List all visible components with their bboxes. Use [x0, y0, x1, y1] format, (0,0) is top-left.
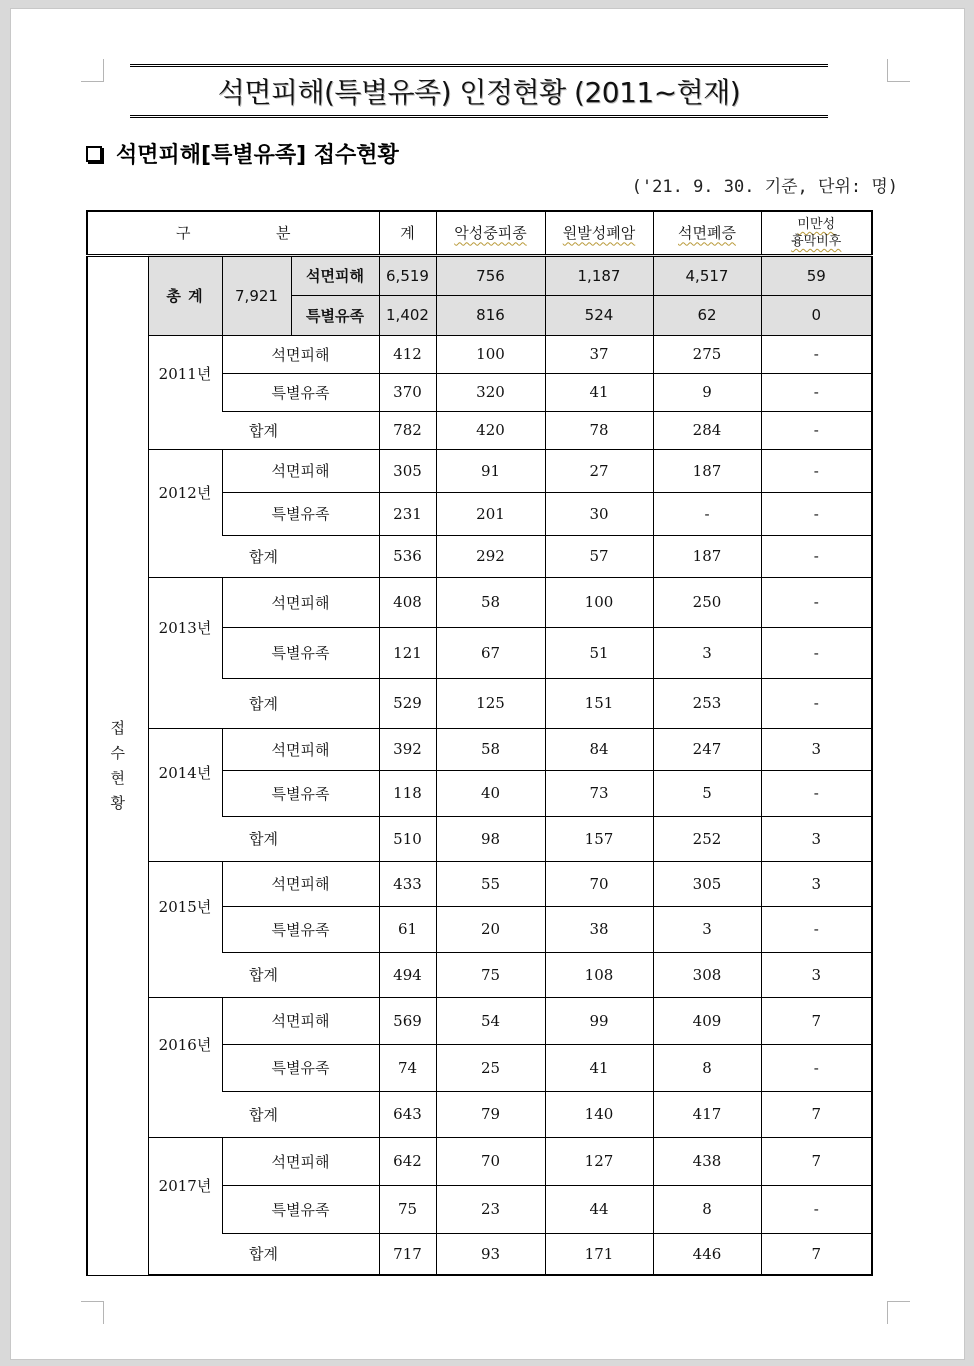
- value-cell: 392: [379, 728, 436, 770]
- value-cell: 494: [379, 952, 436, 997]
- table-row: [87, 728, 872, 770]
- year-label: 2013년: [148, 577, 222, 678]
- table-header-row: [87, 211, 872, 255]
- value-cell: 61: [379, 906, 436, 952]
- grand-total-value: 7,921: [222, 255, 291, 335]
- table-row: [87, 861, 872, 906]
- value-cell: 23: [436, 1185, 545, 1233]
- row-label: 특별유족: [222, 770, 379, 816]
- table-row: [87, 952, 872, 997]
- value-cell: 438: [653, 1137, 761, 1185]
- value-cell: 408: [379, 577, 436, 627]
- table-row: [87, 577, 872, 627]
- value-cell: 55: [436, 861, 545, 906]
- value-cell: 78: [545, 411, 653, 449]
- value-cell: 75: [379, 1185, 436, 1233]
- value-cell: 0: [761, 295, 872, 335]
- table-row: [87, 335, 872, 373]
- section-title: 석면피해[특별유족] 접수현황: [116, 143, 399, 168]
- table-row: [87, 1137, 872, 1185]
- value-cell: 79: [436, 1091, 545, 1137]
- value-cell: 529: [379, 678, 436, 728]
- value-cell: 782: [379, 411, 436, 449]
- table-row: [87, 1233, 872, 1275]
- grand-row-label: 특별유족: [291, 295, 379, 335]
- value-cell: 157: [545, 816, 653, 861]
- row-label: 특별유족: [222, 906, 379, 952]
- value-cell: 305: [379, 449, 436, 492]
- value-cell: -: [761, 449, 872, 492]
- row-label: 특별유족: [222, 1185, 379, 1233]
- value-cell: -: [761, 577, 872, 627]
- value-cell: -: [761, 373, 872, 411]
- grand-total-label: 총 계: [148, 255, 222, 335]
- value-cell: 140: [545, 1091, 653, 1137]
- value-cell: 54: [436, 997, 545, 1044]
- value-cell: 642: [379, 1137, 436, 1185]
- side-label-char: 접: [110, 718, 125, 737]
- value-cell: 643: [379, 1091, 436, 1137]
- value-cell: 3: [761, 952, 872, 997]
- value-cell: 58: [436, 577, 545, 627]
- row-label: 석면피해: [222, 449, 379, 492]
- value-cell: 756: [436, 255, 545, 295]
- value-cell: 70: [436, 1137, 545, 1185]
- value-cell: 125: [436, 678, 545, 728]
- reception-status-table: [86, 210, 873, 1276]
- value-cell: 100: [436, 335, 545, 373]
- value-cell: -: [761, 1185, 872, 1233]
- value-cell: 70: [545, 861, 653, 906]
- row-label: 석면피해: [222, 335, 379, 373]
- year-label: 2017년: [148, 1137, 222, 1233]
- value-cell: -: [761, 411, 872, 449]
- value-cell: -: [761, 535, 872, 577]
- value-cell: 38: [545, 906, 653, 952]
- value-cell: 9: [653, 373, 761, 411]
- value-cell: 100: [545, 577, 653, 627]
- value-cell: 7: [761, 1137, 872, 1185]
- value-cell: 59: [761, 255, 872, 295]
- value-cell: 98: [436, 816, 545, 861]
- row-label: 특별유족: [222, 627, 379, 678]
- row-label: 석면피해: [222, 728, 379, 770]
- table-row: [87, 535, 872, 577]
- value-cell: 7: [761, 1091, 872, 1137]
- value-cell: 121: [379, 627, 436, 678]
- value-cell: -: [653, 492, 761, 535]
- section-heading: [86, 138, 399, 169]
- year-label: 2015년: [148, 861, 222, 952]
- value-cell: 37: [545, 335, 653, 373]
- value-cell: 3: [761, 861, 872, 906]
- value-cell: 73: [545, 770, 653, 816]
- value-cell: 420: [436, 411, 545, 449]
- value-cell: 247: [653, 728, 761, 770]
- table-row: [87, 255, 872, 295]
- value-cell: 446: [653, 1233, 761, 1275]
- side-label-char: 수: [110, 743, 125, 762]
- value-cell: 187: [653, 449, 761, 492]
- value-cell: 57: [545, 535, 653, 577]
- value-cell: -: [761, 335, 872, 373]
- value-cell: 75: [436, 952, 545, 997]
- year-label: 2012년: [148, 449, 222, 535]
- value-cell: 99: [545, 997, 653, 1044]
- value-cell: 8: [653, 1044, 761, 1091]
- value-cell: 8: [653, 1185, 761, 1233]
- row-label: 석면피해: [222, 861, 379, 906]
- year-label: 2011년: [148, 335, 222, 411]
- row-label: 특별유족: [222, 1044, 379, 1091]
- value-cell: 252: [653, 816, 761, 861]
- side-label: [87, 255, 148, 1275]
- value-cell: -: [761, 492, 872, 535]
- table-row: [87, 997, 872, 1044]
- value-cell: 3: [761, 728, 872, 770]
- document-title-box: [130, 64, 828, 118]
- value-cell: 51: [545, 627, 653, 678]
- table-row: [87, 816, 872, 861]
- side-label-char: 현: [110, 768, 125, 787]
- table-row: [87, 411, 872, 449]
- value-cell: 717: [379, 1233, 436, 1275]
- subtotal-label: 합계: [148, 952, 379, 997]
- value-cell: -: [761, 906, 872, 952]
- value-cell: 284: [653, 411, 761, 449]
- header-c1: [436, 211, 545, 255]
- header-c4-line1: 미만성: [797, 216, 836, 232]
- value-cell: 93: [436, 1233, 545, 1275]
- header-label: 원발성폐암: [562, 224, 636, 243]
- header-gubun-char: 구: [176, 224, 191, 243]
- value-cell: 91: [436, 449, 545, 492]
- value-cell: 171: [545, 1233, 653, 1275]
- row-label: 석면피해: [222, 997, 379, 1044]
- basis-note: ('21. 9. 30. 기준, 단위: 명): [631, 177, 898, 197]
- value-cell: 253: [653, 678, 761, 728]
- value-cell: 108: [545, 952, 653, 997]
- value-cell: 320: [436, 373, 545, 411]
- header-c3: [653, 211, 761, 255]
- header-label: 석면폐증: [678, 224, 736, 243]
- value-cell: 41: [545, 373, 653, 411]
- header-c4-line2: 흉막비후: [791, 233, 842, 249]
- header-gubun: [87, 211, 379, 255]
- table-row: [87, 1091, 872, 1137]
- value-cell: 118: [379, 770, 436, 816]
- value-cell: 3: [653, 906, 761, 952]
- value-cell: 127: [545, 1137, 653, 1185]
- value-cell: -: [761, 1044, 872, 1091]
- value-cell: 151: [545, 678, 653, 728]
- value-cell: -: [761, 627, 872, 678]
- grand-row-label: 석면피해: [291, 255, 379, 295]
- value-cell: 3: [653, 627, 761, 678]
- value-cell: 250: [653, 577, 761, 627]
- value-cell: 433: [379, 861, 436, 906]
- value-cell: 308: [653, 952, 761, 997]
- checkbox-bullet-icon: [86, 146, 102, 162]
- value-cell: 7: [761, 1233, 872, 1275]
- value-cell: 4,517: [653, 255, 761, 295]
- value-cell: 84: [545, 728, 653, 770]
- table-row: [87, 449, 872, 492]
- value-cell: 44: [545, 1185, 653, 1233]
- row-label: 석면피해: [222, 577, 379, 627]
- value-cell: 40: [436, 770, 545, 816]
- header-c2: [545, 211, 653, 255]
- value-cell: 74: [379, 1044, 436, 1091]
- header-c4: [761, 211, 872, 255]
- value-cell: 7: [761, 997, 872, 1044]
- subtotal-label: 합계: [148, 1233, 379, 1275]
- value-cell: 275: [653, 335, 761, 373]
- crop-mark-top-left: [81, 59, 104, 82]
- row-label: 특별유족: [222, 492, 379, 535]
- value-cell: 20: [436, 906, 545, 952]
- subtotal-label: 합계: [148, 411, 379, 449]
- value-cell: 1,402: [379, 295, 436, 335]
- subtotal-label: 합계: [148, 535, 379, 577]
- value-cell: 524: [545, 295, 653, 335]
- value-cell: 510: [379, 816, 436, 861]
- value-cell: 3: [761, 816, 872, 861]
- value-cell: 292: [436, 535, 545, 577]
- value-cell: 370: [379, 373, 436, 411]
- value-cell: 41: [545, 1044, 653, 1091]
- value-cell: 1,187: [545, 255, 653, 295]
- value-cell: -: [761, 770, 872, 816]
- header-label: 악성중피종: [454, 224, 527, 243]
- value-cell: 67: [436, 627, 545, 678]
- subtotal-label: 합계: [148, 678, 379, 728]
- header-gubun-char: 분: [276, 224, 291, 243]
- value-cell: 409: [653, 997, 761, 1044]
- table-row: [87, 678, 872, 728]
- value-cell: 6,519: [379, 255, 436, 295]
- crop-mark-bottom-right: [887, 1301, 910, 1324]
- value-cell: 569: [379, 997, 436, 1044]
- value-cell: 412: [379, 335, 436, 373]
- side-label-char: 황: [110, 793, 125, 812]
- value-cell: 5: [653, 770, 761, 816]
- value-cell: 30: [545, 492, 653, 535]
- value-cell: 25: [436, 1044, 545, 1091]
- value-cell: 231: [379, 492, 436, 535]
- row-label: 특별유족: [222, 373, 379, 411]
- value-cell: 58: [436, 728, 545, 770]
- year-label: 2016년: [148, 997, 222, 1091]
- value-cell: 417: [653, 1091, 761, 1137]
- year-label: 2014년: [148, 728, 222, 816]
- value-cell: 305: [653, 861, 761, 906]
- subtotal-label: 합계: [148, 1091, 379, 1137]
- row-label: 석면피해: [222, 1137, 379, 1185]
- value-cell: 816: [436, 295, 545, 335]
- crop-mark-bottom-left: [81, 1301, 104, 1324]
- value-cell: 536: [379, 535, 436, 577]
- value-cell: -: [761, 678, 872, 728]
- document-title: 석면피해(특별유족) 인정현황 (2011~현재): [217, 76, 741, 109]
- subtotal-label: 합계: [148, 816, 379, 861]
- crop-mark-top-right: [887, 59, 910, 82]
- value-cell: 187: [653, 535, 761, 577]
- value-cell: 27: [545, 449, 653, 492]
- value-cell: 201: [436, 492, 545, 535]
- value-cell: 62: [653, 295, 761, 335]
- header-total: 계: [379, 211, 436, 255]
